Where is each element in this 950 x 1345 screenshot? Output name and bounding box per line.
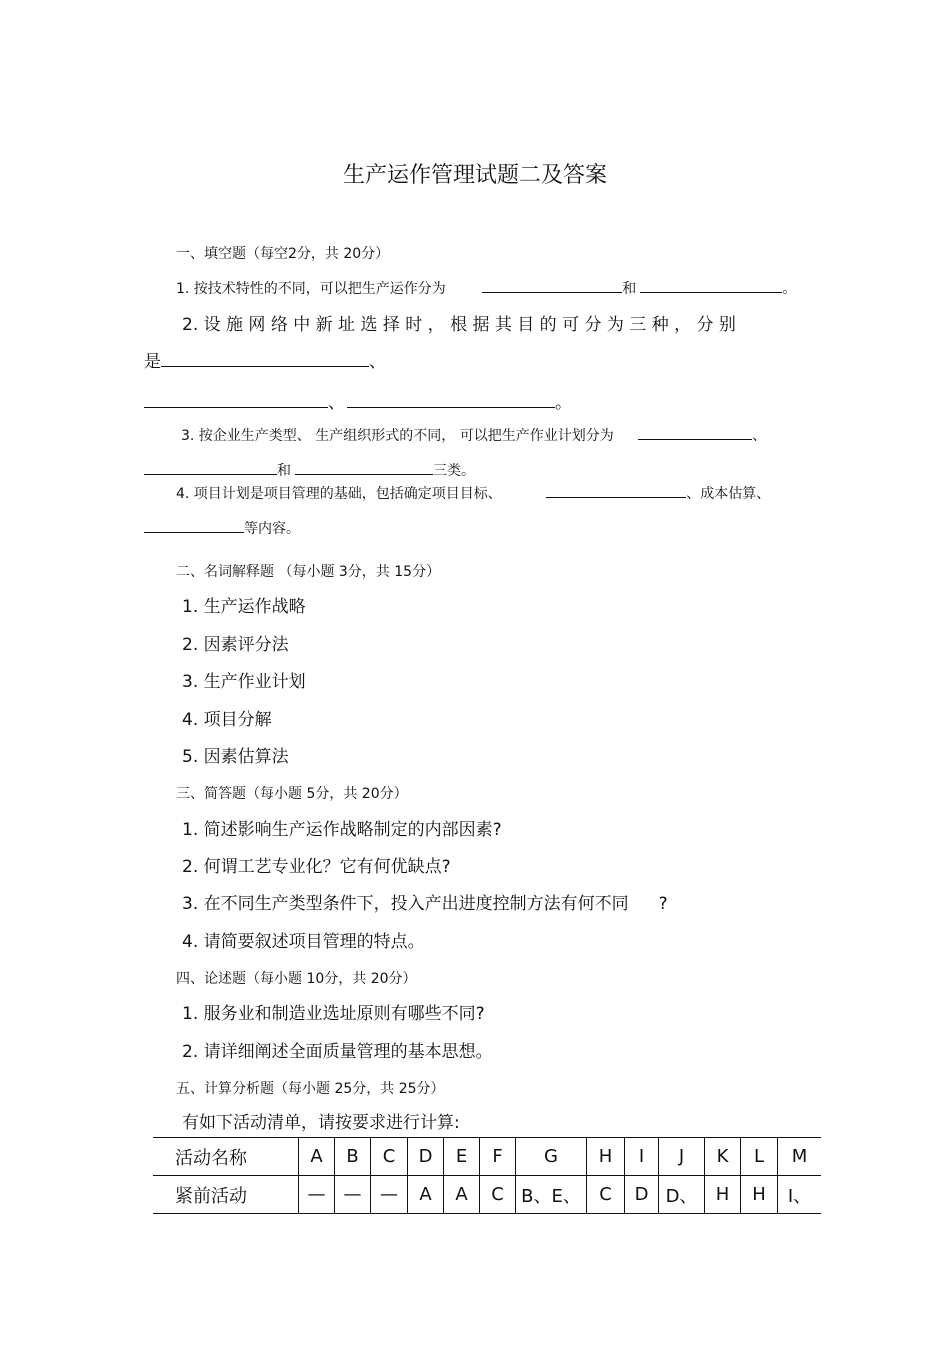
q3-and: 和 (277, 463, 291, 479)
table-cell: — (299, 1176, 335, 1214)
q3-blank-3[interactable] (295, 460, 433, 475)
table-cell: I、 (778, 1176, 822, 1214)
q4-text: 4. 项目计划是项目管理的基础，包括确定项目目标、 (176, 486, 502, 502)
activity-table (153, 1137, 821, 1214)
q1-end: 。 (782, 281, 797, 297)
term-item-3: 3. 生产作业计划 (182, 672, 306, 692)
table-cell: C (371, 1138, 408, 1176)
fill-question-2-line2 (144, 347, 386, 372)
table-cell: H (587, 1138, 625, 1176)
table-row-activity-names (153, 1138, 821, 1176)
table-cell: J (659, 1138, 705, 1176)
q1-and: 和 (622, 281, 637, 297)
q2-blank-3[interactable] (347, 393, 555, 408)
table-row-predecessors (153, 1176, 821, 1214)
term-item-4: 4. 项目分解 (182, 710, 272, 730)
q1-blank-2[interactable] (640, 278, 782, 293)
q1-text: 1. 按技术特性的不同，可以把生产运作分为 (176, 281, 446, 297)
table-row-label: 紧前活动 (153, 1176, 299, 1214)
fill-question-1 (176, 278, 796, 298)
term-item-5: 5. 因素估算法 (182, 747, 289, 767)
table-cell: — (371, 1176, 408, 1214)
q2-blank-2[interactable] (144, 393, 328, 408)
table-cell: D、 (659, 1176, 705, 1214)
term-item-1: 1. 生产运作战略 (182, 597, 306, 617)
q2-end: 。 (555, 393, 572, 413)
fill-question-4-line1 (176, 483, 770, 503)
q1-blank-1[interactable] (482, 278, 622, 293)
fill-question-3-line2 (144, 460, 475, 480)
fill-question-2-line1: 2. 设 施 网 络 中 新 址 选 择 时 ， 根 据 其 目 的 可 分 为 三 种 ， 分 别 (182, 315, 736, 335)
table-cell: C (480, 1176, 516, 1214)
section-1-heading: 一、填空题（每空2分，共 20分） (176, 246, 390, 262)
term-item-2: 2. 因素评分法 (182, 635, 289, 655)
q2-is: 是 (144, 352, 161, 372)
table-cell: D (408, 1138, 444, 1176)
fill-question-2-line3 (144, 388, 572, 413)
table-cell: H (741, 1176, 778, 1214)
q4-blank-1[interactable] (546, 483, 686, 498)
q2-blank-1[interactable] (161, 352, 369, 367)
section-4-heading: 四、论述题（每小题 10分，共 20分） (176, 971, 417, 987)
q3-end: 三类。 (433, 463, 475, 479)
table-cell: B、E、 (516, 1176, 587, 1214)
table-cell: — (335, 1176, 371, 1214)
essay-2: 2. 请详细阐述全面质量管理的基本思想。 (182, 1042, 493, 1062)
q4-mid: 、成本估算、 (686, 486, 771, 502)
table-cell: L (741, 1138, 778, 1176)
fill-question-4-line2 (144, 518, 300, 538)
table-cell: M (778, 1138, 822, 1176)
table-cell: A (444, 1176, 480, 1214)
q4-end: 等内容。 (244, 521, 300, 537)
table-cell: A (299, 1138, 335, 1176)
short-answer-3-text: 3. 在不同生产类型条件下，投入产出进度控制方法有何不同 (182, 894, 629, 914)
table-cell: B (335, 1138, 371, 1176)
section-5-heading: 五、计算分析题（每小题 25分，共 25分） (176, 1081, 445, 1097)
q3-text: 3. 按企业生产类型、 生产组织形式的不同， 可以把生产作业计划分为 (181, 428, 614, 444)
short-answer-3-mark: ? (658, 894, 668, 914)
table-cell: A (408, 1176, 444, 1214)
short-answer-4: 4. 请简要叙述项目管理的特点。 (182, 932, 425, 952)
table-cell: G (516, 1138, 587, 1176)
q4-blank-2[interactable] (144, 518, 244, 533)
table-cell: D (625, 1176, 659, 1214)
short-answer-2: 2. 何谓工艺专业化？它有何优缺点? (182, 857, 451, 877)
q3-blank-2[interactable] (144, 460, 277, 475)
table-cell: F (480, 1138, 516, 1176)
q3-blank-1[interactable] (638, 425, 752, 440)
section-2-heading: 二、名词解释题 （每小题 3分，共 15分） (176, 564, 441, 580)
table-cell: K (705, 1138, 741, 1176)
table-cell: I (625, 1138, 659, 1176)
essay-1: 1. 服务业和制造业选址原则有哪些不同? (182, 1004, 485, 1024)
q2-sep: 、 (369, 352, 386, 372)
table-cell: H (705, 1176, 741, 1214)
short-answer-3 (182, 889, 668, 914)
table-row-label: 活动名称 (153, 1138, 299, 1176)
q3-sep: 、 (752, 428, 767, 444)
page-title: 生产运作管理试题二及答案 (342, 163, 607, 188)
fill-question-3-line1 (181, 425, 766, 445)
short-answer-1: 1. 简述影响生产运作战略制定的内部因素? (182, 820, 502, 840)
table-cell: E (444, 1138, 480, 1176)
table-cell: C (587, 1176, 625, 1214)
calc-intro: 有如下活动清单，请按要求进行计算: (182, 1113, 460, 1133)
q2-sep-2: 、 (328, 393, 345, 413)
section-3-heading: 三、简答题（每小题 5分，共 20分） (176, 786, 408, 802)
